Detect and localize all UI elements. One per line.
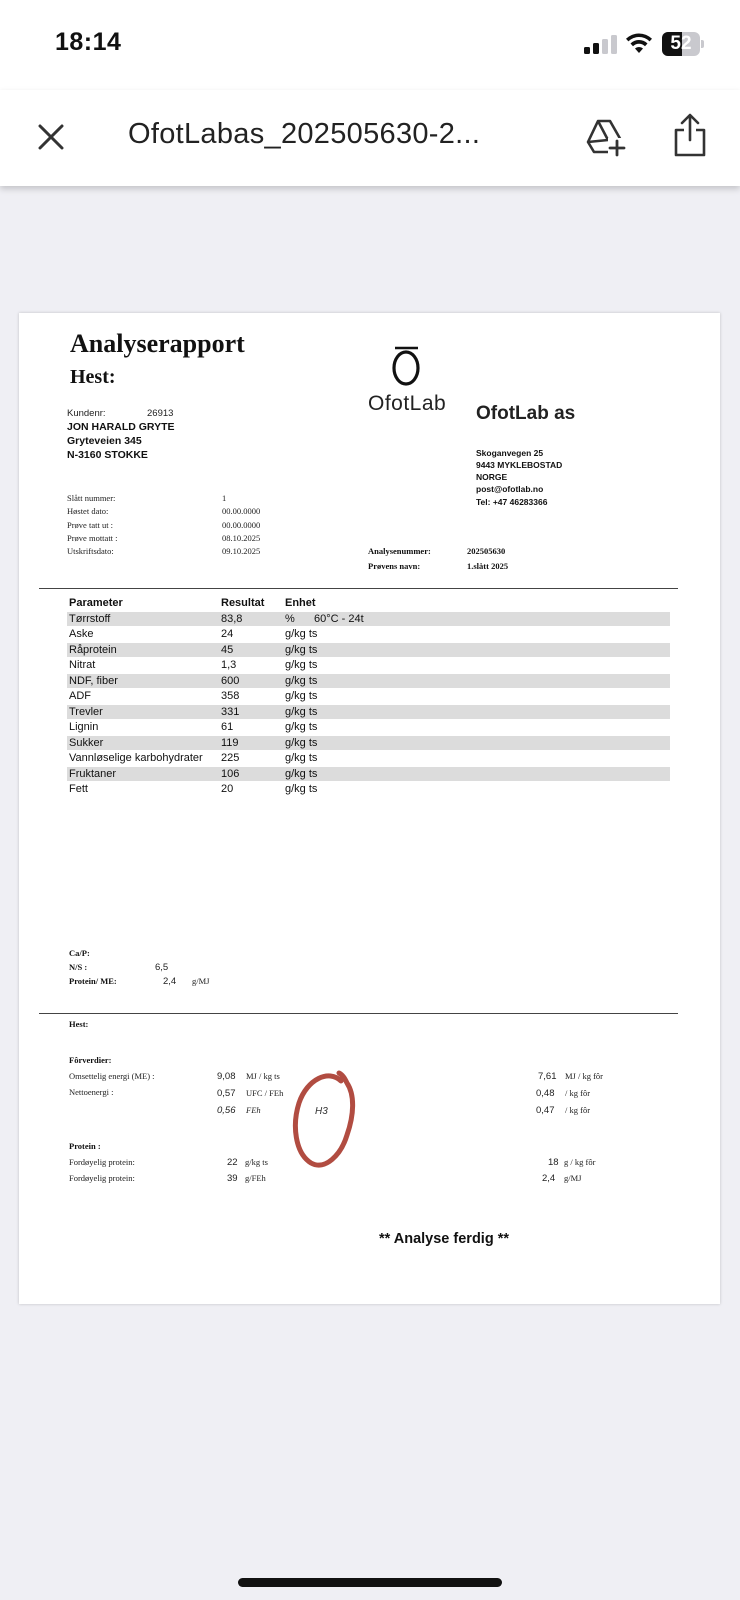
table-cell-unit: g/kg ts bbox=[285, 768, 318, 780]
customer-number-label: Kundenr: bbox=[67, 408, 106, 419]
table-cell-unit: g/kg ts bbox=[285, 783, 318, 795]
table-cell-param: Aske bbox=[69, 628, 94, 640]
table-cell-param: ADF bbox=[69, 690, 91, 702]
battery-percent: 52 bbox=[670, 33, 692, 54]
table-cell-param: Sukker bbox=[69, 737, 104, 749]
dp-value-feed: 2,4 bbox=[542, 1173, 556, 1184]
ns-value: 6,5 bbox=[155, 962, 169, 973]
table-cell-result: 83,8 bbox=[221, 613, 243, 625]
sample-name-label: Prøvens navn: bbox=[368, 561, 421, 571]
meta-value: 09.10.2025 bbox=[222, 546, 261, 556]
logo-text: OfotLab bbox=[368, 392, 447, 415]
handwritten-note: H3 bbox=[315, 1106, 328, 1117]
ns-label: N/S : bbox=[69, 962, 88, 972]
table-cell-unit: g/kg ts bbox=[285, 628, 318, 640]
table-cell-param: Lignin bbox=[69, 721, 99, 733]
document-title: OfotLabas_202505630-2... bbox=[128, 118, 481, 150]
feed-values-title: Fôrverdier: bbox=[69, 1055, 112, 1065]
table-cell-param: Tørrstoff bbox=[69, 613, 111, 625]
table-cell-result: 225 bbox=[221, 752, 240, 764]
meta-label: Utskriftsdato: bbox=[67, 546, 114, 556]
table-cell-unit: g/kg ts bbox=[285, 675, 318, 687]
table-cell-unit: g/kg ts bbox=[285, 659, 318, 671]
dp-unit-feed: g/MJ bbox=[564, 1173, 582, 1183]
me-unit-feed: MJ / kg fôr bbox=[565, 1071, 604, 1081]
protein-me-unit: g/MJ bbox=[192, 976, 210, 986]
meta-label: Prøve tatt ut : bbox=[67, 520, 114, 530]
table-cell-result: 24 bbox=[221, 628, 234, 640]
ufc-value: 0,57 bbox=[217, 1088, 236, 1099]
table-cell-result: 119 bbox=[221, 737, 239, 749]
customer-street: Gryteveien 345 bbox=[67, 435, 142, 447]
table-cell-param: Vannløselige karbohydrater bbox=[69, 752, 203, 764]
table-cell-result: 600 bbox=[221, 675, 240, 687]
viewer-toolbar bbox=[0, 90, 740, 186]
table-cell-param: Fruktaner bbox=[69, 768, 117, 780]
dp-value-feed: 18 bbox=[548, 1157, 559, 1168]
results-table bbox=[19, 313, 720, 813]
table-cell-result: 106 bbox=[221, 768, 240, 780]
status-bar bbox=[0, 0, 740, 90]
handwritten-circle-annotation bbox=[289, 1065, 369, 1175]
meta-label: Høstet dato: bbox=[67, 506, 109, 516]
meta-value: 00.00.0000 bbox=[222, 520, 261, 530]
table-cell-unit: g/kg ts bbox=[285, 644, 318, 656]
dp-value: 39 bbox=[227, 1173, 238, 1184]
me-label: Omsettelig energi (ME) : bbox=[69, 1071, 155, 1081]
table-cell-unit: g/kg ts bbox=[285, 752, 318, 764]
table-cell-param: Nitrat bbox=[69, 659, 96, 671]
dp-unit-feed: g / kg fôr bbox=[564, 1157, 596, 1167]
table-cell-result: 45 bbox=[221, 644, 234, 656]
table-cell-result: 331 bbox=[221, 706, 240, 718]
customer-number: 26913 bbox=[147, 408, 174, 419]
share-icon[interactable] bbox=[672, 112, 708, 158]
feh-unit-feed: / kg fôr bbox=[565, 1105, 591, 1115]
feh-value: 0,56 bbox=[217, 1105, 236, 1116]
table-cell-unit: g/kg ts bbox=[285, 721, 318, 733]
dp-unit: g/kg ts bbox=[245, 1157, 268, 1167]
dp-label: Fordøyelig protein: bbox=[69, 1157, 135, 1167]
col-header-result: Resultat bbox=[221, 597, 265, 609]
dp-label: Fordøyelig protein: bbox=[69, 1173, 135, 1183]
table-cell-result: 358 bbox=[221, 690, 240, 702]
dp-unit: g/FEh bbox=[245, 1173, 266, 1183]
pdf-page bbox=[19, 313, 720, 1304]
meta-label: Slått nummer: bbox=[67, 493, 116, 503]
protein-me-label: Protein/ ME: bbox=[69, 976, 117, 986]
table-cell-result: 61 bbox=[221, 721, 234, 733]
me-unit: MJ / kg ts bbox=[246, 1071, 280, 1081]
ufc-unit: UFC / FEh bbox=[246, 1088, 284, 1098]
company-name: OfotLab as bbox=[476, 403, 576, 424]
lab-phone: Tel: +47 46283366 bbox=[476, 497, 548, 507]
me-value: 9,08 bbox=[217, 1071, 236, 1082]
ratio-title: Ca/P: bbox=[69, 948, 90, 958]
col-header-unit: Enhet bbox=[285, 597, 316, 609]
lab-street: Skoganvegen 25 bbox=[476, 448, 544, 458]
customer-name: JON HARALD GRYTE bbox=[67, 421, 175, 433]
divider bbox=[39, 1013, 678, 1014]
protein-section-title: Protein : bbox=[69, 1141, 101, 1151]
table-cell-param: NDF, fiber bbox=[69, 675, 118, 687]
lab-country: NORGE bbox=[476, 472, 508, 482]
ufc-unit-feed: / kg fôr bbox=[565, 1088, 591, 1098]
cellular-signal-icon bbox=[584, 34, 618, 54]
lab-email: post@ofotlab.no bbox=[476, 484, 544, 494]
customer-city: N-3160 STOKKE bbox=[67, 449, 148, 461]
analysis-number-label: Analysenummer: bbox=[368, 546, 431, 556]
table-cell-result: 1,3 bbox=[221, 659, 237, 671]
table-cell-unit: % bbox=[285, 613, 295, 625]
feh-unit: FEh bbox=[246, 1105, 261, 1115]
table-cell-param: Råprotein bbox=[69, 644, 117, 656]
table-cell-param: Trevler bbox=[69, 706, 103, 718]
me-value-feed: 7,61 bbox=[538, 1071, 557, 1082]
meta-value: 08.10.2025 bbox=[222, 533, 261, 543]
analysis-number: 202505630 bbox=[467, 546, 506, 556]
table-cell-unit: g/kg ts bbox=[285, 690, 318, 702]
table-cell-unit: g/kg ts bbox=[285, 706, 318, 718]
col-header-parameter: Parameter bbox=[69, 597, 123, 609]
home-indicator[interactable] bbox=[238, 1578, 502, 1587]
horse-section-title: Hest: bbox=[69, 1019, 89, 1029]
table-cell-unit: g/kg ts bbox=[285, 737, 318, 749]
table-cell-result: 20 bbox=[221, 783, 234, 795]
report-title: Analyserapport bbox=[70, 329, 245, 358]
table-cell-param: Fett bbox=[69, 783, 88, 795]
meta-label: Prøve mottatt : bbox=[67, 533, 118, 543]
status-time: 18:14 bbox=[55, 28, 122, 56]
dp-value: 22 bbox=[227, 1157, 238, 1168]
report-subtitle: Hest: bbox=[70, 366, 116, 388]
wifi-icon bbox=[625, 32, 653, 54]
ufc-value-feed: 0,48 bbox=[536, 1088, 555, 1099]
meta-value: 1 bbox=[222, 493, 227, 503]
sample-name: 1.slått 2025 bbox=[467, 561, 509, 571]
feh-value-feed: 0,47 bbox=[536, 1105, 555, 1116]
protein-me-value: 2,4 bbox=[163, 976, 177, 987]
close-icon[interactable] bbox=[32, 118, 70, 156]
net-energy-label: Nettoenergi : bbox=[69, 1087, 114, 1097]
analysis-status: ** Analyse ferdig ** bbox=[378, 1231, 509, 1247]
table-cell-extra: 60°C - 24t bbox=[314, 613, 364, 625]
add-to-drive-icon[interactable] bbox=[584, 116, 626, 158]
lab-city: 9443 MYKLEBOSTAD bbox=[476, 460, 563, 470]
battery-icon bbox=[662, 32, 704, 56]
meta-value: 00.00.0000 bbox=[222, 506, 261, 516]
